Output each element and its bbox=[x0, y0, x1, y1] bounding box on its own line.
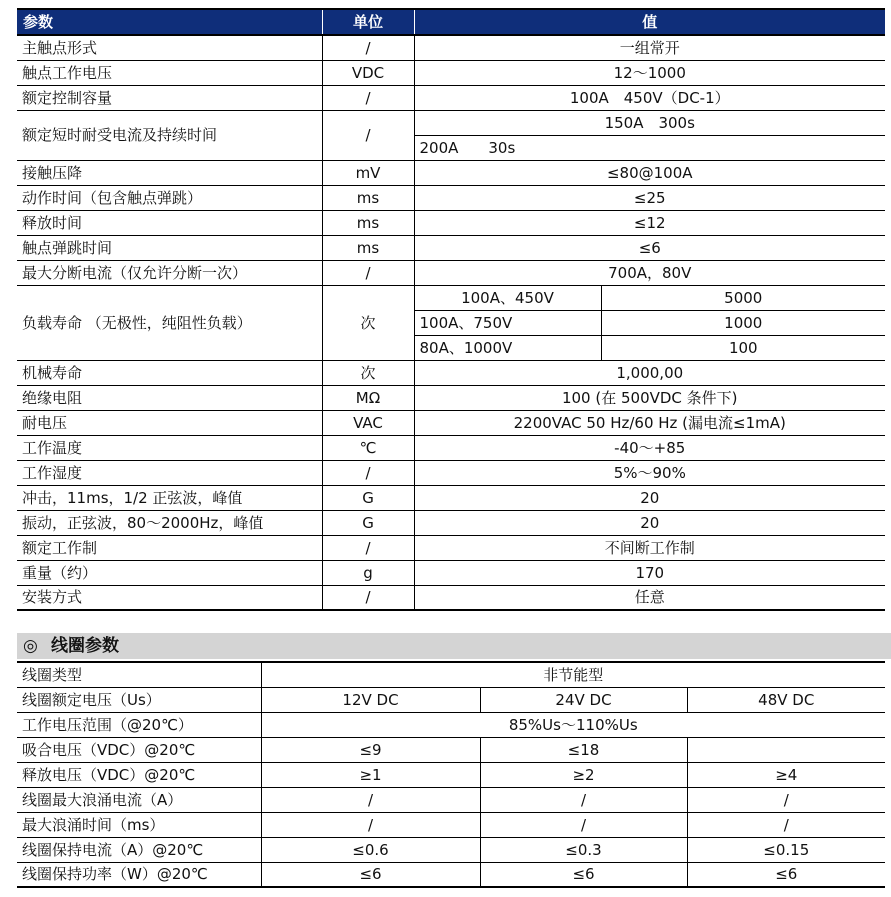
value-cell: 200A 30s bbox=[414, 135, 885, 160]
coil-value-cell: 24V DC bbox=[480, 687, 687, 712]
unit-cell: mV bbox=[322, 160, 414, 185]
param-cell: 触点工作电压 bbox=[17, 60, 322, 85]
table-row bbox=[17, 737, 885, 762]
unit-cell: VAC bbox=[322, 410, 414, 435]
coil-section-title: 线圈参数 bbox=[51, 636, 119, 656]
table-row bbox=[17, 235, 885, 260]
value-cell: 1,000,00 bbox=[414, 360, 885, 385]
table-row bbox=[17, 210, 885, 235]
coil-value-cell: / bbox=[687, 787, 885, 812]
spec-table bbox=[17, 8, 885, 611]
unit-cell: / bbox=[322, 535, 414, 560]
coil-value-cell: / bbox=[261, 787, 480, 812]
value-cell: 20 bbox=[414, 510, 885, 535]
load-cycles-cell: 5000 bbox=[601, 285, 885, 310]
table-row bbox=[17, 812, 885, 837]
unit-cell: 次 bbox=[322, 285, 414, 360]
table-row bbox=[17, 535, 885, 560]
table-row bbox=[17, 712, 885, 737]
coil-value-cell: ≥2 bbox=[480, 762, 687, 787]
coil-value-cell: / bbox=[480, 787, 687, 812]
coil-value-cell: ≤9 bbox=[261, 737, 480, 762]
table-row bbox=[17, 762, 885, 787]
coil-value-cell: ≤6 bbox=[480, 862, 687, 887]
unit-cell: G bbox=[322, 510, 414, 535]
value-cell: 任意 bbox=[414, 585, 885, 610]
coil-value-cell: 85%Us～110%Us bbox=[261, 712, 885, 737]
unit-cell: / bbox=[322, 585, 414, 610]
param-cell: 振动，正弦波，80～2000Hz，峰值 bbox=[17, 510, 322, 535]
load-condition-cell: 100A、450V bbox=[414, 285, 601, 310]
unit-cell: ms bbox=[322, 185, 414, 210]
table-row bbox=[17, 285, 885, 310]
unit-cell: / bbox=[322, 260, 414, 285]
coil-label-cell: 释放电压（VDC）@20℃ bbox=[17, 762, 261, 787]
value-cell: 20 bbox=[414, 485, 885, 510]
param-cell: 耐电压 bbox=[17, 410, 322, 435]
coil-value-cell: ≤18 bbox=[480, 737, 687, 762]
table-row bbox=[17, 560, 885, 585]
coil-value-cell: ≤0.3 bbox=[480, 837, 687, 862]
coil-section-header bbox=[17, 633, 891, 659]
table-row bbox=[17, 787, 885, 812]
param-cell: 机械寿命 bbox=[17, 360, 322, 385]
coil-value-cell: / bbox=[480, 812, 687, 837]
table-row bbox=[17, 410, 885, 435]
unit-cell: G bbox=[322, 485, 414, 510]
unit-cell: ℃ bbox=[322, 435, 414, 460]
table-row bbox=[17, 862, 885, 887]
coil-value-cell: / bbox=[687, 812, 885, 837]
table-row bbox=[17, 385, 885, 410]
coil-value-cell: / bbox=[261, 812, 480, 837]
coil-label-cell: 线圈最大浪涌电流（A） bbox=[17, 787, 261, 812]
table-row bbox=[17, 85, 885, 110]
unit-cell: 次 bbox=[322, 360, 414, 385]
param-cell: 工作湿度 bbox=[17, 460, 322, 485]
table-row bbox=[17, 110, 885, 135]
unit-cell: / bbox=[322, 35, 414, 60]
param-cell: 动作时间（包含触点弹跳） bbox=[17, 185, 322, 210]
coil-value-cell: 非节能型 bbox=[261, 662, 885, 687]
value-cell: 100A 450V（DC-1） bbox=[414, 85, 885, 110]
value-cell: ≤80@100A bbox=[414, 160, 885, 185]
coil-label-cell: 线圈保持功率（W）@20℃ bbox=[17, 862, 261, 887]
table-row bbox=[17, 60, 885, 85]
param-cell: 安装方式 bbox=[17, 585, 322, 610]
table-row bbox=[17, 435, 885, 460]
header-param: 参数 bbox=[17, 9, 322, 35]
value-cell: 100 (在 500VDC 条件下) bbox=[414, 385, 885, 410]
value-cell: -40～+85 bbox=[414, 435, 885, 460]
coil-value-cell: ≥4 bbox=[687, 762, 885, 787]
param-cell: 冲击，11ms，1/2 正弦波，峰值 bbox=[17, 485, 322, 510]
coil-value-cell: ≤0.15 bbox=[687, 837, 885, 862]
load-condition-cell: 80A、1000V bbox=[414, 335, 601, 360]
param-cell: 额定短时耐受电流及持续时间 bbox=[17, 110, 322, 160]
table-row bbox=[17, 585, 885, 610]
coil-label-cell: 最大浪涌时间（ms） bbox=[17, 812, 261, 837]
unit-cell: MΩ bbox=[322, 385, 414, 410]
param-cell: 最大分断电流（仅允许分断一次） bbox=[17, 260, 322, 285]
unit-cell: / bbox=[322, 85, 414, 110]
value-cell: 2200VAC 50 Hz/60 Hz (漏电流≤1mA) bbox=[414, 410, 885, 435]
value-cell: ≤12 bbox=[414, 210, 885, 235]
param-cell: 工作温度 bbox=[17, 435, 322, 460]
table-row bbox=[17, 260, 885, 285]
value-cell: 5%～90% bbox=[414, 460, 885, 485]
table-row bbox=[17, 662, 885, 687]
spec-header-row bbox=[17, 9, 885, 35]
table-row bbox=[17, 460, 885, 485]
value-cell: ≤6 bbox=[414, 235, 885, 260]
coil-label-cell: 线圈类型 bbox=[17, 662, 261, 687]
param-cell: 额定控制容量 bbox=[17, 85, 322, 110]
value-cell: 150A 300s bbox=[414, 110, 885, 135]
coil-value-cell: ≤0.6 bbox=[261, 837, 480, 862]
coil-value-cell: ≤6 bbox=[687, 862, 885, 887]
unit-cell: / bbox=[322, 110, 414, 160]
param-cell: 主触点形式 bbox=[17, 35, 322, 60]
param-cell: 额定工作制 bbox=[17, 535, 322, 560]
unit-cell: / bbox=[322, 460, 414, 485]
coil-value-cell: ≤6 bbox=[261, 862, 480, 887]
load-condition-cell: 100A、750V bbox=[414, 310, 601, 335]
table-row bbox=[17, 687, 885, 712]
coil-value-cell bbox=[687, 737, 885, 762]
unit-cell: ms bbox=[322, 210, 414, 235]
coil-value-cell: 48V DC bbox=[687, 687, 885, 712]
table-row bbox=[17, 510, 885, 535]
coil-value-cell: ≥1 bbox=[261, 762, 480, 787]
param-cell: 负载寿命 （无极性，纯阻性负载） bbox=[17, 285, 322, 360]
value-cell: 一组常开 bbox=[414, 35, 885, 60]
value-cell: 不间断工作制 bbox=[414, 535, 885, 560]
coil-label-cell: 吸合电压（VDC）@20℃ bbox=[17, 737, 261, 762]
coil-value-cell: 12V DC bbox=[261, 687, 480, 712]
circle-bullet-icon: ◎ bbox=[23, 636, 38, 656]
table-row bbox=[17, 485, 885, 510]
unit-cell: g bbox=[322, 560, 414, 585]
load-cycles-cell: 100 bbox=[601, 335, 885, 360]
coil-label-cell: 工作电压范围（@20℃） bbox=[17, 712, 261, 737]
param-cell: 重量（约） bbox=[17, 560, 322, 585]
param-cell: 触点弹跳时间 bbox=[17, 235, 322, 260]
header-value: 值 bbox=[414, 9, 885, 35]
coil-label-cell: 线圈保持电流（A）@20℃ bbox=[17, 837, 261, 862]
header-unit: 单位 bbox=[322, 9, 414, 35]
value-cell: 12～1000 bbox=[414, 60, 885, 85]
value-cell: ≤25 bbox=[414, 185, 885, 210]
table-row bbox=[17, 360, 885, 385]
coil-table bbox=[17, 661, 885, 888]
param-cell: 释放时间 bbox=[17, 210, 322, 235]
table-row bbox=[17, 185, 885, 210]
unit-cell: ms bbox=[322, 235, 414, 260]
load-cycles-cell: 1000 bbox=[601, 310, 885, 335]
param-cell: 接触压降 bbox=[17, 160, 322, 185]
param-cell: 绝缘电阻 bbox=[17, 385, 322, 410]
table-row bbox=[17, 160, 885, 185]
unit-cell: VDC bbox=[322, 60, 414, 85]
value-cell: 170 bbox=[414, 560, 885, 585]
table-row bbox=[17, 837, 885, 862]
table-row bbox=[17, 35, 885, 60]
value-cell: 700A，80V bbox=[414, 260, 885, 285]
coil-label-cell: 线圈额定电压（Us） bbox=[17, 687, 261, 712]
